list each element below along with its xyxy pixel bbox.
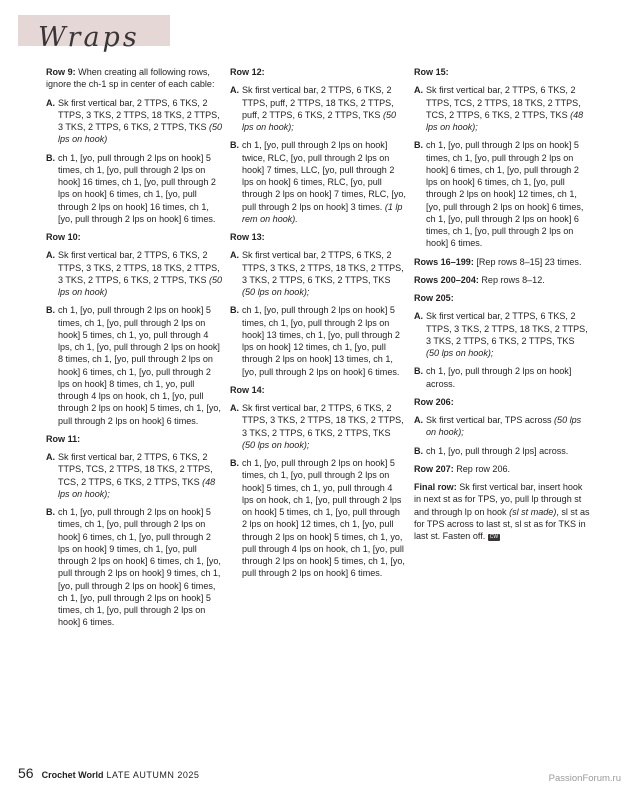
row-14-step-b: B. ch 1, [yo, pull through 2 lps on hook] 5 times, ch 1, [yo, pull through 2 lps on hook] 5 times, ch 1, yo, pull through 4 lps on hook, ch 1, [yo, pull through 2 lps on hook] 5 times, ch 1, [yo, pull through 2 lps on hook] 12 times, ch 1, [yo, pull through 2 lps on hook] 5 times, ch 1, yo, pull through 4 lps on hook, ch 1, [yo, pull through 2 lps on hook] 5 times, ch 1, [yo, pull through 2 lps on hook] 6 times.: [230, 458, 405, 579]
row-9-step-a: A. Sk first vertical bar, 2 TTPS, 6 TKS, 2 TTPS, 3 TKS, 2 TTPS, 18 TKS, 2 TTPS, 3 TKS, 2 TTPS, 6 TKS, 2 TTPS, TKS (50 lps on hook): [46, 97, 223, 145]
row-9-intro: Row 9: When creating all following rows, ignore the ch-1 sp in center of each cable:: [46, 67, 215, 90]
row-13-step-b: B. ch 1, [yo, pull through 2 lps on hook] 5 times, ch 1, [yo, pull through 2 lps on hook] 13 times, ch 1, [yo, pull through 2 lps on hook] 12 times, ch 1, [yo, pull through 2 lps on hook] 13 times, ch 1, [yo, pull through 2 lps on hook] 6 times.: [230, 305, 400, 377]
section-title: Wraps: [38, 22, 140, 53]
row-10-step-b: B. ch 1, [yo, pull through 2 lps on hook] 5 times, ch 1, [yo, pull through 2 lps on hook] 5 times, ch 1, yo, pull through 4 lps, ch 1, [yo, pull through 2 lps on hook] 8 times, ch 1, [yo, pull through 2 lps on hook] 6 times, ch 1, [yo, pull through 2 lps on hook] 8 times, ch 1, yo, pull through 4 lps on hook, ch 1, [yo, pull through 2 lps on hook] 5 times, ch 1, [yo, pull through 2 lps on hook] 6 times.: [46, 305, 221, 426]
row-15-step-b: B. ch 1, [yo, pull through 2 lps on hook] 5 times, ch 1, [yo, pull through 2 lps on hook] 6 times, ch 1, [yo, pull through 2 lps on hook] 6 times, ch 1, [yo, pull through 2 lps on hook] 12 times, ch 1, [yo, pull through 2 lps on hook] 6 times, ch 1, [yo, pull through 2 lps on hook] 6 times, ch 1, [yo, pull through 2 lps on hook] 6 times.: [414, 140, 584, 249]
rows-200-204: Rows 200–204: Rep rows 8–12.: [414, 274, 545, 285]
row-12-step-b: B. ch 1, [yo, pull through 2 lps on hook] twice, RLC, [yo, pull through 2 lps on hook] 7 times, LLC, [yo, pull through 2 lps on hook] 6 times, RLC, [yo, pull through 2 lps on hook] 7 times, RLC, [yo, pull through 2 lps on hook] 3 times. (1 lp rem on hook).: [230, 140, 406, 224]
rows-16-199: Rows 16–199: [Rep rows 8–15] 23 times.: [414, 256, 582, 267]
page-footer: [18, 765, 199, 781]
section-banner: [18, 15, 170, 53]
row-11-heading: Row 11:: [46, 433, 81, 444]
magazine-name: Crochet World: [41, 770, 104, 780]
row-13-heading: Row 13:: [230, 232, 265, 242]
column-3: [414, 66, 590, 548]
row-10-heading: Row 10:: [46, 232, 81, 242]
row-9-step-b: B. ch 1, [yo, pull through 2 lps on hook] 5 times, ch 1, [yo, pull through 2 lps on hook] 16 times, ch 1, [yo, pull through 2 lps on hook] 6 times, ch 1, [yo, pull through 2 lps on hook] 16 times, ch 1, [yo, pull through 2 lps on hook] 6 times.: [46, 152, 216, 224]
row-11-step-b: B. ch 1, [yo, pull through 2 lps on hook] 5 times, ch 1, [yo, pull through 2 lps on hook] 6 times, ch 1, [yo, pull through 2 lps on hook] 9 times, ch 1, [yo, pull through 2 lps on hook] 6 times, ch 1, [yo, pull through 2 lps on hook] 9 times, ch 1, [yo, pull through 2 lps on hook] 6 times, ch 1, [yo, pull through 2 lps on hook] 5 times, ch 1, [yo, pull through 2 lps on hook] 6 times.: [46, 507, 221, 628]
column-2: [230, 66, 406, 586]
row-12-heading: Row 12:: [230, 67, 265, 77]
row-206-step-b: B. ch 1, [yo, pull through 2 lps] across.: [414, 445, 569, 456]
row-207: Row 207: Rep row 206.: [414, 463, 511, 474]
row-14-heading: Row 14:: [230, 384, 265, 395]
row-15-heading: Row 15:: [414, 67, 449, 77]
row-205-step-b: B. ch 1, [yo, pull through 2 lps on hook] across.: [414, 366, 572, 389]
page-number: 56: [18, 765, 34, 781]
row-15-step-a: A. Sk first vertical bar, 2 TTPS, 6 TKS, 2 TTPS, TCS, 2 TTPS, 18 TKS, 2 TTPS, TCS, 2 TTPS, 6 TKS, 2 TTPS, TKS (48 lps on hook);: [414, 85, 584, 132]
row-14-step-a: A. Sk first vertical bar, 2 TTPS, 6 TKS, 2 TTPS, 3 TKS, 2 TTPS, 18 TKS, 2 TTPS, 3 TKS, 2 TTPS, 6 TKS, 2 TTPS, TKS (50 lps on hook);: [230, 403, 404, 450]
issue-date: LATE AUTUMN 2025: [106, 770, 200, 780]
row-205-heading: Row 205:: [414, 293, 454, 303]
final-row: Final row: Sk first vertical bar, insert hook in next st as for TPS, yo, pull lp through st and through lp on hook (sl st made), sl st as for TPS across to last st, sl st as for TKS in last st. Fasten off. CW: [414, 482, 590, 541]
row-12-step-a: A. Sk first vertical bar, 2 TTPS, 6 TKS, 2 TTPS, puff, 2 TTPS, 18 TKS, 2 TTPS, puff, 2 TTPS, 6 TKS, 2 TTPS, TKS (50 lps on hook);: [230, 85, 397, 132]
watermark: PassionForum.ru: [548, 773, 621, 784]
row-10-step-a: A. Sk first vertical bar, 2 TTPS, 6 TKS, 2 TTPS, 3 TKS, 2 TTPS, 18 TKS, 2 TTPS, 3 TKS, 2 TTPS, 6 TKS, 2 TTPS, TKS (50 lps on hook): [46, 250, 223, 297]
end-mark-icon: CW: [489, 534, 499, 540]
row-206-heading: Row 206:: [414, 396, 454, 407]
row-13-step-a: A. Sk first vertical bar, 2 TTPS, 6 TKS, 2 TTPS, 3 TKS, 2 TTPS, 18 TKS, 2 TTPS, 3 TKS, 2 TTPS, 6 TKS, 2 TTPS, TKS (50 lps on hook);: [230, 250, 404, 297]
row-11-step-a: A. Sk first vertical bar, 2 TTPS, 6 TKS, 2 TTPS, TCS, 2 TTPS, 18 TKS, 2 TTPS, TCS, 2 TTPS, 6 TKS, 2 TTPS, TKS (48 lps on hook);: [46, 452, 216, 499]
row-206-step-a: A. Sk first vertical bar, TPS across (50 lps on hook);: [414, 415, 582, 438]
column-1: [46, 66, 224, 635]
row-205-step-a: A. Sk first vertical bar, 2 TTPS, 6 TKS, 2 TTPS, 3 TKS, 2 TTPS, 18 TKS, 2 TTPS, 3 TKS, 2 TTPS, 6 TKS, 2 TTPS, TKS (50 lps on hook);: [414, 311, 588, 358]
